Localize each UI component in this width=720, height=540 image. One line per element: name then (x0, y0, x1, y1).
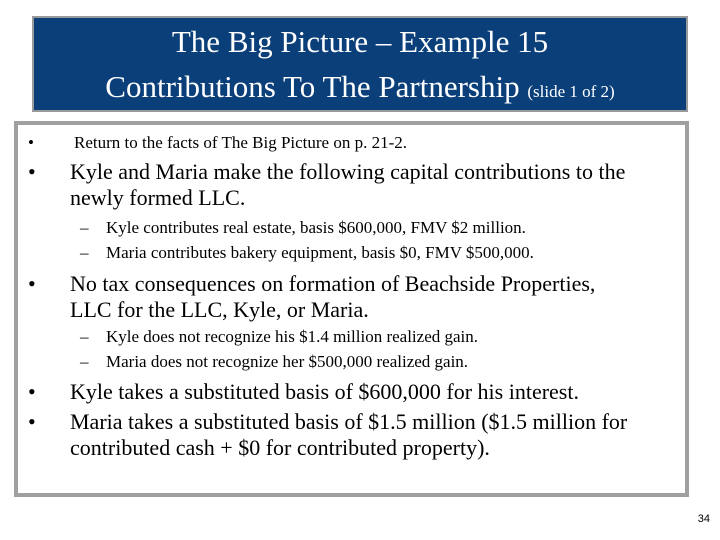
content-frame (14, 121, 689, 497)
bullet-marker: • (28, 133, 34, 152)
title-slide-counter: (slide 1 of 2) (527, 82, 615, 101)
sub-bullet-text: Kyle contributes real estate, basis $600,000, FMV $2 million. (106, 218, 526, 237)
bullet-marker: • (28, 159, 36, 184)
title-line-2 (34, 69, 686, 110)
title-line-1: The Big Picture – Example 15 (171, 24, 549, 59)
sub-bullet-marker: – (80, 218, 89, 237)
bullet-marker: • (28, 379, 36, 404)
title-banner (32, 16, 688, 112)
page-number: 34 (697, 513, 710, 525)
bullet-text: No tax consequences on formation of Beachside Properties, LLC for the LLC, Kyle, or Maria. (70, 271, 596, 322)
bullet-text: Kyle and Maria make the following capital contributions to the newly formed LLC. (70, 159, 626, 210)
bullet-text: Maria takes a substituted basis of $1.5 million ($1.5 million for contributed cash + $0 for contributed property). (70, 409, 628, 460)
sub-bullet-marker: – (80, 352, 89, 371)
bullet-marker: • (28, 271, 36, 296)
bullet-text: Kyle takes a substituted basis of $600,000 for his interest. (70, 379, 579, 404)
bullet-text: Return to the facts of The Big Picture on p. 21-2. (74, 133, 408, 152)
title-main-text: Contributions To The Partnership (105, 69, 520, 104)
sub-bullet-text: Kyle does not recognize his $1.4 million realized gain. (106, 327, 479, 346)
sub-bullet-marker: – (80, 327, 89, 346)
sub-bullet-text: Maria does not recognize her $500,000 realized gain. (106, 352, 469, 371)
sub-bullet-marker: – (80, 243, 89, 262)
bullet-marker: • (28, 409, 36, 434)
sub-bullet-text: Maria contributes bakery equipment, basis $0, FMV $500,000. (106, 243, 534, 262)
